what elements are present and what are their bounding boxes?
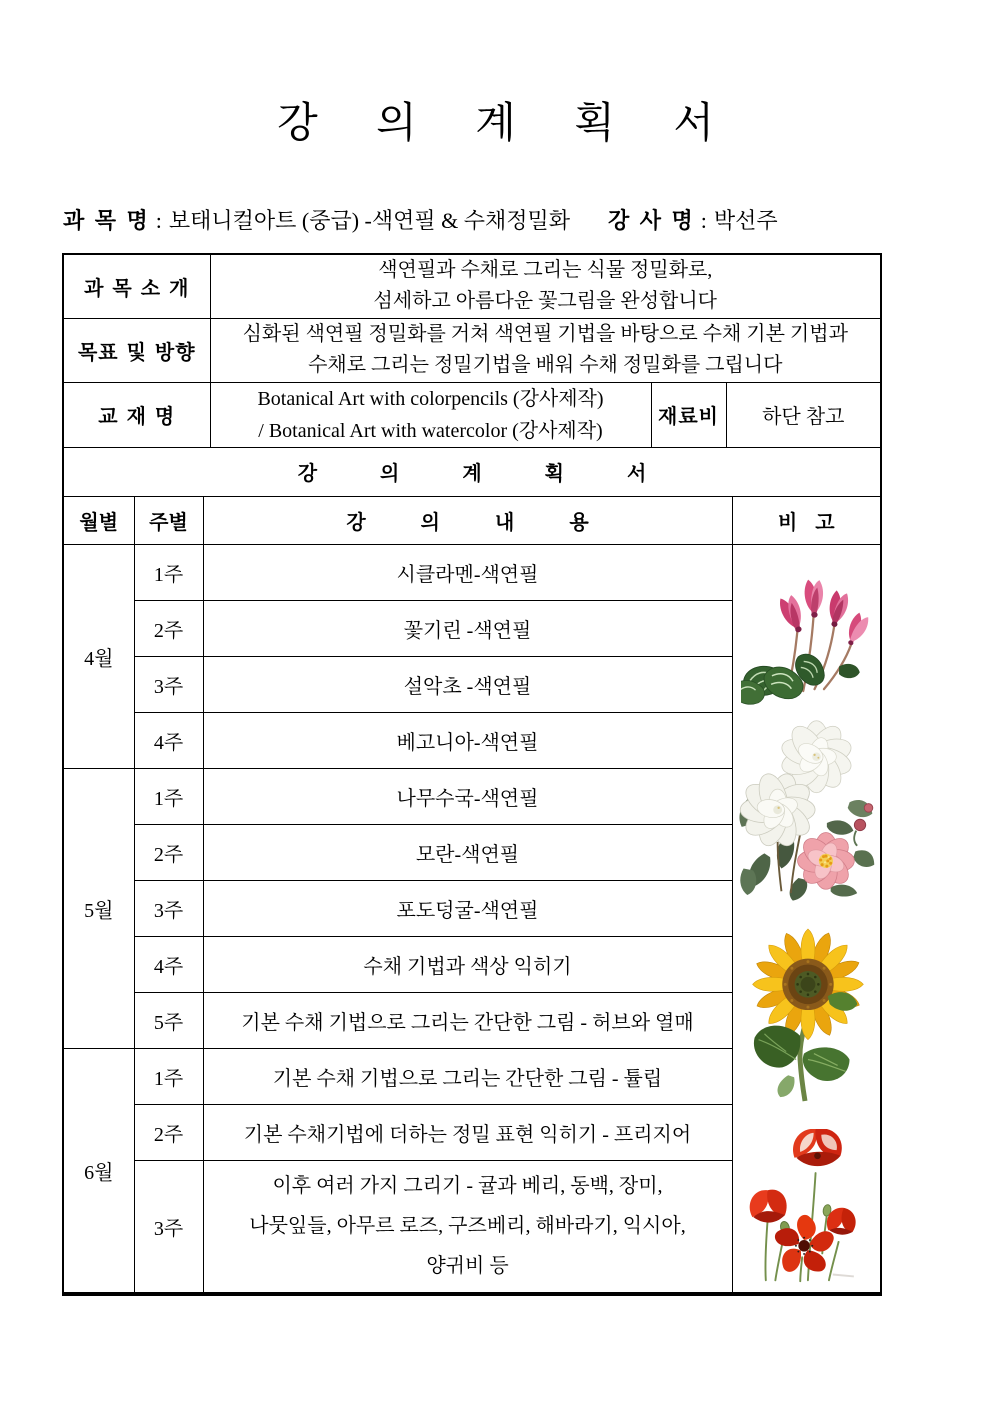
colon-separator: : — [155, 208, 162, 233]
poppies-illustration — [739, 1129, 873, 1286]
poppy-top-variegated — [793, 1129, 842, 1166]
material-fee-label: 재료비 — [651, 382, 726, 447]
course-intro-content — [210, 254, 881, 318]
header-note: 비 고 — [732, 496, 881, 544]
week-cell: 3주 — [134, 880, 203, 936]
lesson-content-line3: 양귀비 등 — [426, 1255, 509, 1278]
schedule-header-row — [63, 496, 881, 544]
textbook-line2: / Botanical Art with watercolor (강사제작) — [258, 419, 603, 442]
page-title: 강 의 계 획 서 — [277, 101, 715, 147]
sunflower-illustration — [746, 925, 866, 1103]
lesson-content — [203, 1160, 732, 1294]
lesson-content: 포도덩굴-색연필 — [203, 880, 732, 936]
goal-line2: 수채로 그리는 정밀기법을 배워 수채 정밀화를 그립니다 — [308, 354, 783, 376]
cyclamen-illustration — [741, 578, 873, 708]
week-cell: 3주 — [134, 1160, 203, 1294]
colon-separator: : — [700, 208, 707, 233]
lesson-content: 나무수국-색연필 — [203, 768, 732, 824]
cyclamen-leaves — [741, 648, 860, 704]
week-cell: 2주 — [134, 600, 203, 656]
week-cell: 5주 — [134, 992, 203, 1048]
goal-content — [210, 318, 881, 382]
lesson-content: 베고니아-색연필 — [203, 712, 732, 768]
lesson-content: 기본 수채기법에 더하는 정밀 표현 익히기 - 프리지어 — [203, 1104, 732, 1160]
lesson-content: 꽃기린 -색연필 — [203, 600, 732, 656]
note-column-cell — [732, 544, 881, 1294]
textbook-line1: Botanical Art with colorpencils (강사제작) — [257, 387, 604, 410]
peonies-illustration — [736, 711, 878, 901]
poppy-left — [749, 1189, 786, 1222]
course-intro-row — [63, 254, 881, 318]
goal-line1: 심화된 색연필 정밀화를 거쳐 색연필 기법을 바탕으로 수채 기본 기법과 — [242, 323, 848, 345]
lesson-content: 설악초 -색연필 — [203, 656, 732, 712]
week-cell: 2주 — [134, 824, 203, 880]
lesson-content: 기본 수채 기법으로 그리는 간단한 그림 - 허브와 열매 — [203, 992, 732, 1048]
instructor-label: 강 사 명 — [608, 208, 694, 233]
header-month: 월별 — [63, 496, 134, 544]
week-cell: 4주 — [134, 712, 203, 768]
lesson-content: 기본 수채 기법으로 그리는 간단한 그림 - 튤립 — [203, 1048, 732, 1104]
week-cell: 3주 — [134, 656, 203, 712]
lesson-content: 수채 기법과 색상 익히기 — [203, 936, 732, 992]
lecture-plan-table — [62, 253, 882, 1296]
month-cell-may: 5월 — [63, 768, 134, 1048]
course-intro-label: 과 목 소 개 — [63, 254, 210, 318]
subject-instructor-line — [63, 206, 963, 236]
course-intro-line1: 색연필과 수채로 그리는 식물 정밀화로, — [378, 259, 713, 282]
material-fee-value: 하단 참고 — [726, 382, 881, 447]
cyclamen-flowers — [777, 579, 871, 647]
header-content: 강 의 내 용 — [203, 496, 732, 544]
lesson-content-line2: 나뭇잎들, 아무르 로즈, 구즈베리, 해바라기, 익시아, — [249, 1215, 686, 1238]
lesson-content: 모란-색연필 — [203, 824, 732, 880]
lesson-content: 시클라멘-색연필 — [203, 544, 732, 600]
course-intro-line2: 섬세하고 아름다운 꽃그림을 완성합니다 — [373, 290, 717, 313]
week-cell: 4주 — [134, 936, 203, 992]
poppy-right — [826, 1207, 855, 1234]
subject-value: 보태니컬아트 (중급) -색연필 & 수채정밀화 — [168, 208, 571, 233]
month-cell-april: 4월 — [63, 544, 134, 768]
section-banner: 강 의 계 획 서 — [63, 447, 881, 496]
textbook-row — [63, 382, 881, 447]
header-week: 주별 — [134, 496, 203, 544]
subject-label: 과 목 명 — [63, 208, 149, 233]
sunflower-head — [752, 928, 863, 1039]
week-cell: 1주 — [134, 544, 203, 600]
textbook-content — [210, 382, 651, 447]
week-cell: 1주 — [134, 768, 203, 824]
week-cell: 2주 — [134, 1104, 203, 1160]
section-banner-row — [63, 447, 881, 496]
artist-signature-mark — [832, 1274, 853, 1276]
schedule-row-apr-w1 — [63, 544, 881, 600]
textbook-label: 교 재 명 — [63, 382, 210, 447]
month-cell-june: 6월 — [63, 1048, 134, 1294]
week-cell: 1주 — [134, 1048, 203, 1104]
goal-label: 목표 및 방향 — [63, 318, 210, 382]
goal-row — [63, 318, 881, 382]
pink-peony — [797, 832, 854, 889]
lesson-content-line1: 이후 여러 가지 그리기 - 귤과 베리, 동백, 장미, — [272, 1175, 663, 1198]
instructor-value: 박선주 — [713, 208, 778, 233]
